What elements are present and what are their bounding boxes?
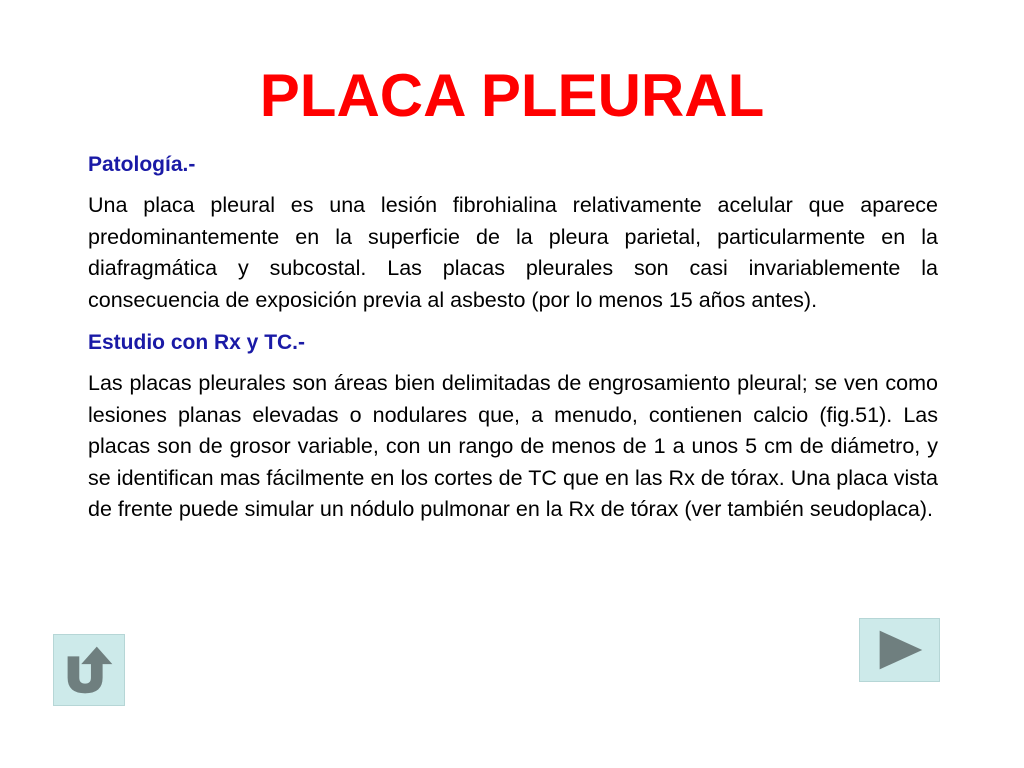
section-text-patologia: Una placa pleural es una lesión fibrohialina relativamente acelular que aparece predominantemente en la superficie de la pleura parietal, particularmente en la diafragmática y subcostal. Las placas pleurales son casi invariablemente la consecuencia de exposición previa al asbesto (por lo menos 15 años antes). [88, 193, 938, 312]
section-heading-patologia: Patología.- [88, 153, 196, 176]
section-heading-estudio: Estudio con Rx y TC.- [88, 331, 306, 354]
slide-content [88, 150, 938, 538]
u-turn-return-icon [54, 635, 124, 705]
next-button[interactable] [859, 618, 940, 682]
section-text-estudio: Las placas pleurales son áreas bien delimitadas de engrosamiento pleural; se ven como lesiones planas elevadas o nodulares que, a menudo, contienen calcio (fig.51). Las placas son de grosor variable, con un rango de menos de 1 a unos 5 cm de diámetro, y se identifican mas fácilmente en los cortes de TC que en las Rx de tórax. Una placa vista de frente puede simular un nódulo pulmonar en la Rx de tórax (ver también seudoplaca). [88, 371, 938, 521]
slide-title: PLACA PLEURAL [259, 62, 765, 129]
play-triangle-icon [860, 619, 939, 681]
back-button[interactable] [53, 634, 125, 706]
